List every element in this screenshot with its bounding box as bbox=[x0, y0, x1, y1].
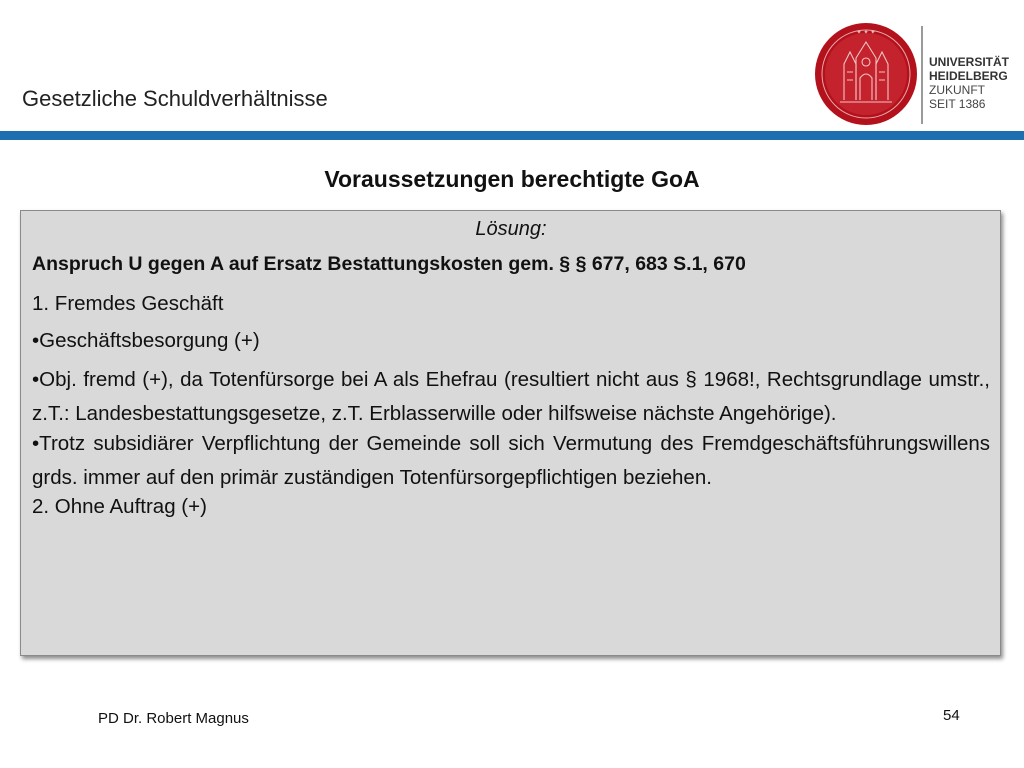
page-number: 54 bbox=[943, 707, 960, 724]
list-item: •Obj. fremd (+), da Totenfürsorge bei A als Ehefrau (resultiert nicht aus § 1968!, Rechtsgrundlage umstr., z.T.: Landesbestattungsgesetze, z.T. Erblasserwille oder hilfsweise nächste Angehörige). bbox=[32, 367, 990, 425]
list-item: •Geschäftsbesorgung (+) bbox=[32, 329, 260, 352]
wordmark-line1: UNIVERSITÄT bbox=[929, 55, 1010, 69]
list-item: 2. Ohne Auftrag (+) bbox=[32, 494, 207, 518]
solution-box bbox=[20, 210, 1001, 656]
list-item: •Trotz subsidiärer Verpflichtung der Gemeinde soll sich Vermutung des Fremdgeschäftsführungswillens grds. immer auf den primär zuständigen Totenfürsorgepflichtigen beziehen. bbox=[32, 431, 990, 489]
list-item: 1. Fremdes Geschäft bbox=[32, 291, 224, 315]
header-accent-bar bbox=[0, 131, 1024, 140]
slide-title: Voraussetzungen berechtigte GoA bbox=[324, 166, 700, 192]
wordmark-line2: HEIDELBERG bbox=[929, 69, 1008, 83]
solution-label: Lösung: bbox=[475, 218, 547, 240]
university-seal-logo bbox=[814, 22, 918, 126]
wordmark-line3: ZUKUNFT bbox=[929, 83, 985, 97]
svg-text:✦ ✦ ✦: ✦ ✦ ✦ bbox=[856, 29, 876, 36]
logo-divider bbox=[921, 26, 923, 124]
claim-heading: Anspruch U gegen A auf Ersatz Bestattungskosten gem. § § 677, 683 S.1, 670 bbox=[32, 253, 746, 275]
university-wordmark bbox=[929, 55, 1009, 111]
wordmark-line4: SEIT 1386 bbox=[929, 97, 986, 111]
header-title: Gesetzliche Schuldverhältnisse bbox=[22, 86, 328, 111]
footer-author: PD Dr. Robert Magnus bbox=[98, 710, 249, 727]
